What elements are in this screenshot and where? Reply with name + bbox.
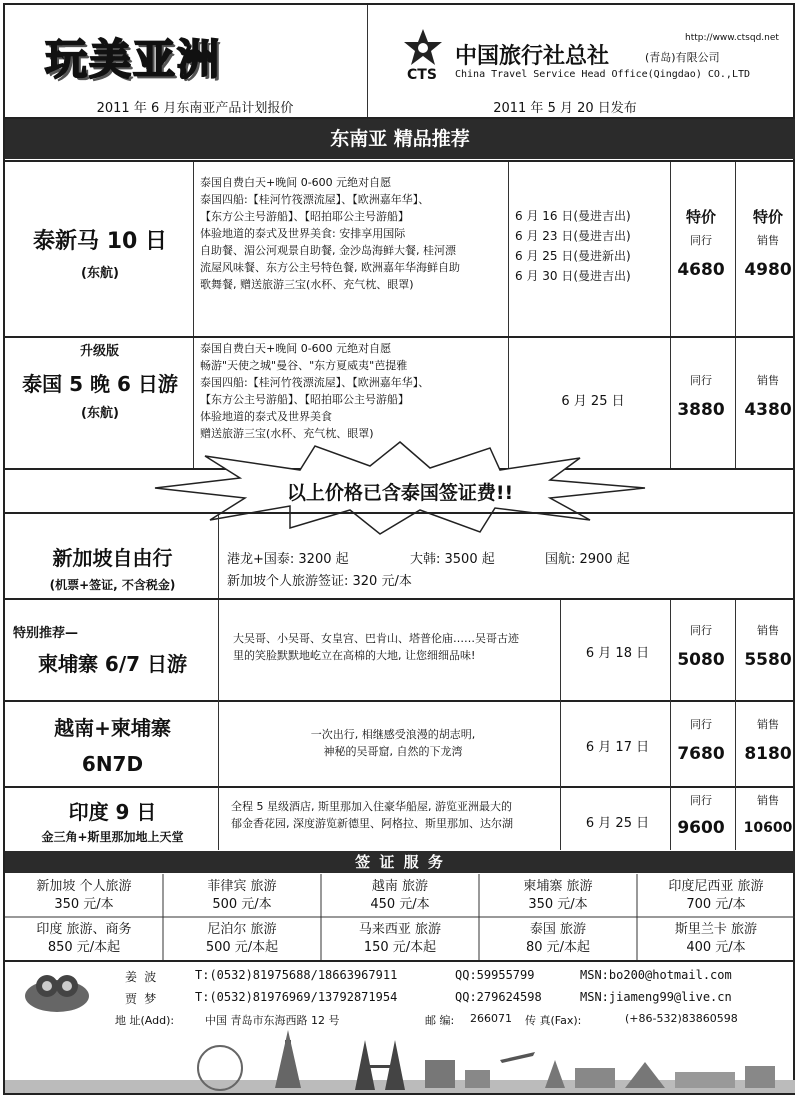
desc-line: 【东方公主号游船】、【昭拍耶公主号游船】 bbox=[200, 210, 409, 223]
visa-name: 尼泊尔 旅游 bbox=[207, 922, 277, 937]
fax-value: (+86-532)83860598 bbox=[625, 1012, 738, 1025]
divider bbox=[218, 600, 219, 850]
tour-description bbox=[233, 630, 563, 664]
visa-service-title: 签 证 服 务 bbox=[5, 851, 795, 873]
date-item: 6 月 23 日(曼进吉出) bbox=[515, 229, 631, 243]
tour-description bbox=[200, 340, 505, 442]
tour-vietnam-cambodia bbox=[5, 702, 795, 786]
visa-name: 菲律宾 旅游 bbox=[207, 879, 277, 894]
tour-thai-sg-my bbox=[5, 162, 795, 336]
retail-price: 4980 bbox=[744, 260, 792, 280]
peer-price: 3880 bbox=[677, 400, 725, 420]
date-item: 6 月 30 日(曼进吉出) bbox=[515, 269, 631, 283]
tour-name: 泰国 5 晚 6 日游 bbox=[22, 372, 178, 396]
flight-price: 大韩: 3500 起 bbox=[410, 552, 495, 567]
header bbox=[5, 5, 795, 117]
divider bbox=[670, 600, 671, 850]
header-subtitle-left: 2011 年 6 月东南亚产品计划报价 bbox=[96, 101, 294, 116]
tour-singapore bbox=[5, 514, 795, 598]
desc-line: 自助餐、湄公河观景自助餐, 金沙岛海鲜大餐, 桂河漂 bbox=[200, 244, 456, 257]
desc-line: 里的笑脸默默地屹立在高棉的大地, 让您细细品味! bbox=[233, 649, 476, 662]
tour-cambodia bbox=[5, 600, 795, 700]
contact-tel: T:(0532)81976969/13792871954 bbox=[195, 990, 398, 1004]
peer-price: 9600 bbox=[677, 818, 725, 838]
visa-price: 新加坡个人旅游签证: 320 元/本 bbox=[227, 574, 412, 589]
contact-qq: QQ:279624598 bbox=[455, 990, 542, 1004]
desc-line: 一次出行, 相继感受浪漫的胡志明, bbox=[310, 728, 476, 741]
visa-name: 柬埔寨 旅游 bbox=[523, 879, 593, 894]
upgrade-tag: 升级版 bbox=[80, 344, 120, 359]
desc-line: 体验地道的泰式及世界美食 bbox=[200, 410, 332, 423]
tour-description bbox=[231, 798, 561, 832]
visa-price: 450 元/本 bbox=[370, 897, 430, 912]
tour-airline: (东航) bbox=[81, 406, 119, 421]
visa-name: 印度尼西亚 旅游 bbox=[668, 879, 764, 894]
desc-line: 全程 5 星级酒店, 斯里那加入住豪华船屋, 游览亚洲最大的 bbox=[231, 800, 512, 813]
desc-line: 体验地道的泰式及世界美食: 安排享用国际 bbox=[200, 227, 406, 240]
peer-price: 4680 bbox=[677, 260, 725, 280]
desc-line: 【东方公主号游船】、【昭拍耶公主号游船】 bbox=[200, 393, 409, 406]
visa-name: 泰国 旅游 bbox=[529, 922, 587, 937]
address-value: 中国 青岛市东海西路 12 号 bbox=[205, 1014, 340, 1027]
tour-name: 越南+柬埔寨 bbox=[54, 716, 171, 740]
visa-name: 马来西亚 旅游 bbox=[358, 922, 442, 937]
visa-price: 850 元/本起 bbox=[47, 940, 121, 955]
tour-name: 新加坡自由行 bbox=[52, 546, 173, 570]
visa-name: 斯里兰卡 旅游 bbox=[674, 922, 758, 937]
tour-description bbox=[223, 726, 563, 760]
retail-label: 销售 bbox=[757, 234, 779, 247]
tour-description bbox=[200, 174, 505, 293]
visa-name: 越南 旅游 bbox=[371, 879, 429, 894]
desc-line: 神秘的吴哥窟, 自然的下龙湾 bbox=[323, 745, 463, 758]
retail-price: 8180 bbox=[744, 744, 792, 764]
visa-name: 新加坡 个人旅游 bbox=[36, 879, 132, 894]
skyline-illustration bbox=[5, 1030, 795, 1093]
peer-label: 同行 bbox=[690, 234, 712, 247]
peer-label: 同行 bbox=[690, 374, 712, 387]
retail-label: 销售 bbox=[757, 718, 779, 731]
visa-price: 500 元/本起 bbox=[205, 940, 279, 955]
tour-dates bbox=[515, 206, 665, 286]
tour-name: 泰新马 10 日 bbox=[33, 229, 167, 254]
contact-msn: MSN:jiameng99@live.cn bbox=[580, 990, 732, 1004]
visa-included-note: 以上价格已含泰国签证费!! bbox=[286, 482, 514, 504]
contact-name: 姜 波 bbox=[125, 970, 157, 984]
tour-india bbox=[5, 788, 795, 850]
date-item: 6 月 25 日(曼进新出) bbox=[515, 249, 631, 263]
visa-price: 700 元/本 bbox=[686, 897, 746, 912]
contact-qq: QQ:59955799 bbox=[455, 968, 535, 982]
retail-price: 4380 bbox=[744, 400, 792, 420]
desc-line: 大吴哥、小吴哥、女皇宫、巴肯山、塔普伦庙……吴哥古迹 bbox=[233, 632, 519, 645]
company-name-cn: 中国旅行社总社 bbox=[455, 43, 610, 69]
desc-line: 畅游"天使之城"曼谷、"东方夏威夷"芭提雅 bbox=[200, 359, 408, 372]
zip-value: 266071 bbox=[470, 1012, 512, 1025]
tour-date: 6 月 25 日 bbox=[561, 394, 625, 409]
divider bbox=[735, 600, 736, 850]
tour-name: 柬埔寨 6/7 日游 bbox=[37, 652, 188, 676]
desc-line: 赠送旅游三宝(水杯、充气枕、眼罩) bbox=[200, 427, 374, 440]
tour-name: 印度 9 日 bbox=[68, 800, 157, 824]
retail-price: 5580 bbox=[744, 650, 792, 670]
address-label: 地 址(Add): bbox=[115, 1014, 175, 1027]
flight-price: 港龙+国泰: 3200 起 bbox=[227, 552, 349, 567]
logo: 玩美亚洲 bbox=[45, 35, 222, 84]
retail-price: 10600 bbox=[743, 820, 793, 836]
retail-label: 销售 bbox=[757, 374, 779, 387]
visa-price: 80 元/本起 bbox=[525, 940, 591, 955]
tour-date: 6 月 25 日 bbox=[585, 816, 650, 831]
divider bbox=[560, 600, 561, 850]
peer-label: 同行 bbox=[690, 794, 712, 807]
tour-date: 6 月 17 日 bbox=[585, 740, 650, 755]
header-subtitle-right: 2011 年 5 月 20 日发布 bbox=[493, 101, 637, 116]
date-item: 6 月 16 日(曼进吉出) bbox=[515, 209, 631, 223]
peer-label: 同行 bbox=[690, 718, 712, 731]
visa-price: 150 元/本起 bbox=[363, 940, 437, 955]
desc-line: 郁金香花园, 深度游览新德里、阿格拉、斯里那加、达尔湖 bbox=[231, 817, 513, 830]
contact-name: 贾 梦 bbox=[125, 992, 157, 1006]
tour-note: (机票+签证, 不含税金) bbox=[49, 578, 176, 592]
fax-label: 传 真(Fax): bbox=[525, 1014, 582, 1027]
contact-tel: T:(0532)81975688/18663967911 bbox=[195, 968, 398, 982]
flight-price: 国航: 2900 起 bbox=[545, 552, 630, 567]
visa-price: 500 元/本 bbox=[212, 897, 272, 912]
divider bbox=[218, 514, 219, 598]
tour-date: 6 月 18 日 bbox=[585, 646, 650, 661]
cts-star-icon bbox=[403, 27, 443, 67]
special-label: 特价 bbox=[685, 208, 716, 226]
retail-label: 销售 bbox=[757, 624, 779, 637]
visa-grid-lines bbox=[5, 874, 795, 960]
company-url: http://www.ctsqd.net bbox=[685, 33, 779, 43]
rule bbox=[5, 960, 795, 962]
peer-label: 同行 bbox=[690, 624, 712, 637]
desc-line: 歌舞餐, 赠送旅游三宝(水杯、充气枕、眼罩) bbox=[200, 278, 414, 291]
peer-price: 7680 bbox=[677, 744, 725, 764]
desc-line: 泰国自费白天+晚间 0-600 元绝对自愿 bbox=[200, 176, 392, 189]
desc-line: 泰国四船:【桂河竹筏漂流屋】、【欧洲嘉年华】、 bbox=[200, 376, 430, 389]
peer-price: 5080 bbox=[677, 650, 725, 670]
desc-line: 泰国四船:【桂河竹筏漂流屋】、【欧洲嘉年华】、 bbox=[200, 193, 430, 206]
zip-label: 邮 编: bbox=[425, 1014, 455, 1027]
tour-airline: (东航) bbox=[81, 266, 119, 281]
visa-price: 400 元/本 bbox=[686, 940, 746, 955]
section-title: 东南亚 精品推荐 bbox=[5, 119, 795, 159]
visa-price: 350 元/本 bbox=[528, 897, 588, 912]
desc-line: 泰国自费白天+晚间 0-600 元绝对自愿 bbox=[200, 342, 392, 355]
desc-line: 流屋风味餐、东方公主号特色餐, 欧洲嘉年华海鲜自助 bbox=[200, 261, 460, 274]
tour-note: 金三角+斯里那加地上天堂 bbox=[41, 830, 184, 844]
retail-label: 销售 bbox=[757, 794, 779, 807]
tour-days: 6N7D bbox=[81, 752, 144, 776]
visa-name: 印度 旅游、商务 bbox=[36, 922, 132, 937]
contact-msn: MSN:bo200@hotmail.com bbox=[580, 968, 732, 982]
header-divider bbox=[367, 5, 368, 117]
cts-text: CTS bbox=[407, 67, 437, 83]
visa-price: 350 元/本 bbox=[54, 897, 114, 912]
mascot-icon bbox=[22, 966, 92, 1016]
special-label: 特价 bbox=[752, 208, 783, 226]
special-tag: 特别推荐— bbox=[13, 626, 79, 641]
company-suffix: (青岛)有限公司 bbox=[645, 51, 720, 64]
company-name-en: China Travel Service Head Office(Qingdao) CO.,LTD bbox=[455, 69, 751, 80]
